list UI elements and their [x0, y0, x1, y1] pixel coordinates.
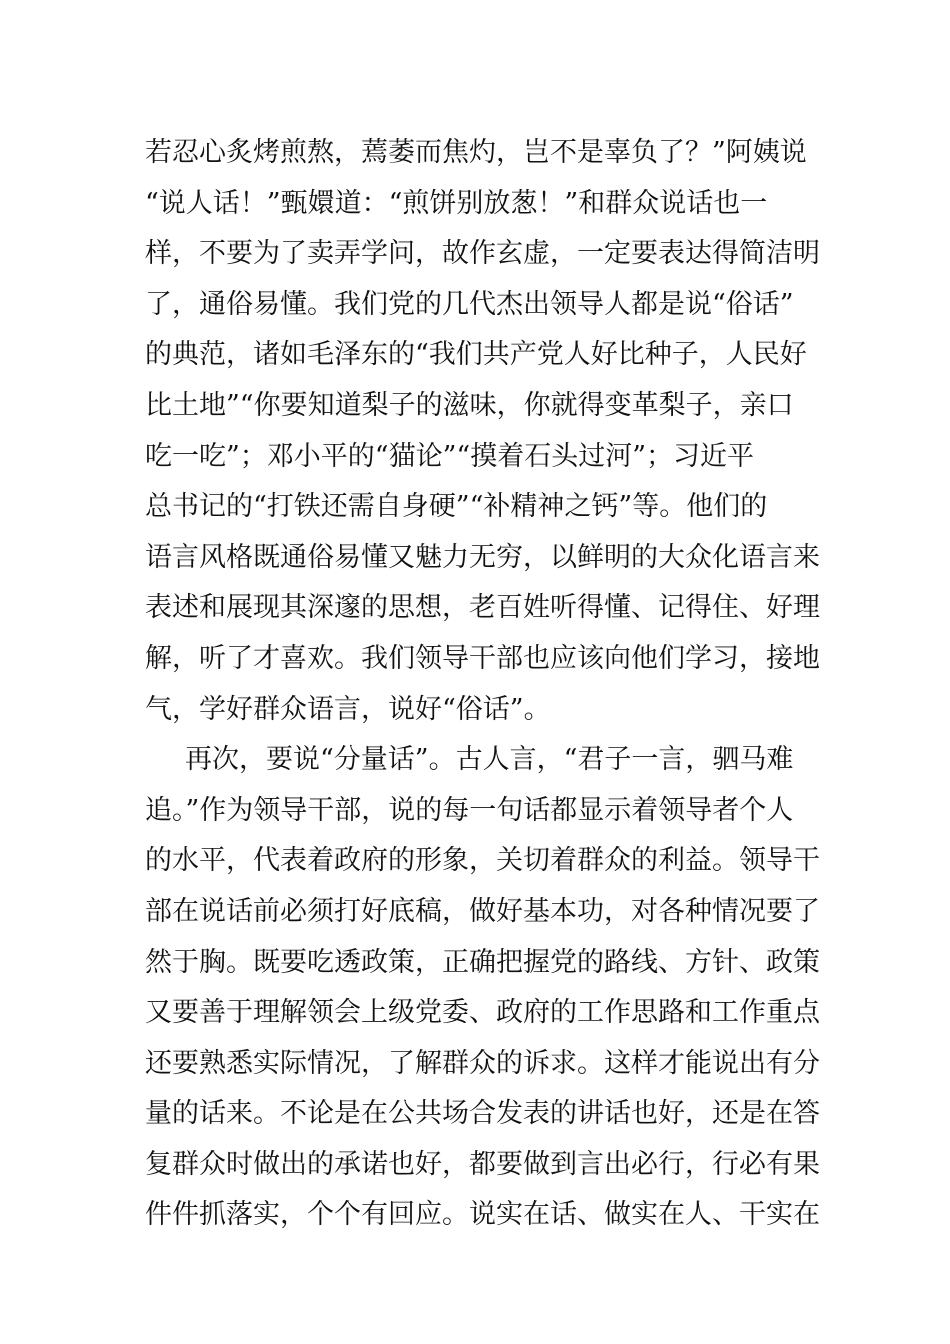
text-line: 的水平，代表着政府的形象，关切着群众的利益。领导干: [145, 845, 820, 877]
text-line: 量的话来。不论是在公共场合发表的讲话也好，还是在答: [145, 1098, 820, 1130]
text-line: 总书记的“打铁还需自身硬”“补精神之钙”等。他们的: [145, 491, 768, 523]
text-line: 件件抓落实，个个有回应。说实在话、做实在人、干实在: [145, 1199, 820, 1231]
text-line: 的典范，诸如毛泽东的“我们共产党人好比种子，人民好: [145, 339, 807, 371]
text-line: 部在说话前必须打好底稿，做好基本功，对各种情况要了: [145, 895, 820, 927]
text-line: 然于胸。既要吃透政策，正确把握党的路线、方针、政策: [145, 946, 820, 978]
text-line: 语言风格既通俗易懂又魅力无穷，以鲜明的大众化语言来: [145, 541, 820, 573]
text-line: 吃一吃”；邓小平的“猫论”“摸着石头过河”；习近平: [145, 440, 755, 472]
text-line: 气，学好群众语言，说好“俗话”。: [145, 693, 551, 725]
text-line: 样，不要为了卖弄学问，故作玄虚，一定要表达得简洁明: [145, 238, 820, 270]
text-line: 了，通俗易懂。我们党的几代杰出领导人都是说“俗话”: [145, 288, 794, 320]
text-line: 追。”作为领导干部，说的每一句话都显示着领导者个人: [145, 794, 794, 826]
text-line: 若忍心炙烤煎熬，蔫萎而焦灼，岂不是辜负了？”阿姨说: [145, 137, 807, 168]
text-line: 表述和展现其深邃的思想，老百姓听得懂、记得住、好理: [145, 592, 820, 624]
text-line: 还要熟悉实际情况，了解群众的诉求。这样才能说出有分: [145, 1047, 820, 1079]
text-line: 解，听了才喜欢。我们领导干部也应该向他们学习，接地: [145, 642, 820, 674]
paragraph-first-line: 再次，要说“分量话”。古人言，“君子一言，驷马难: [185, 744, 794, 776]
text-line: 又要善于理解领会上级党委、政府的工作思路和工作重点: [145, 997, 820, 1029]
text-line: 比土地”“你要知道梨子的滋味，你就得变革梨子，亲口: [145, 389, 794, 421]
text-line: 复群众时做出的承诺也好，都要做到言出必行，行必有果: [145, 1148, 820, 1180]
text-line: “说人话！”甄嬛道：“煎饼别放葱！”和群众说话也一: [145, 187, 768, 219]
body-text: [145, 128, 820, 1241]
